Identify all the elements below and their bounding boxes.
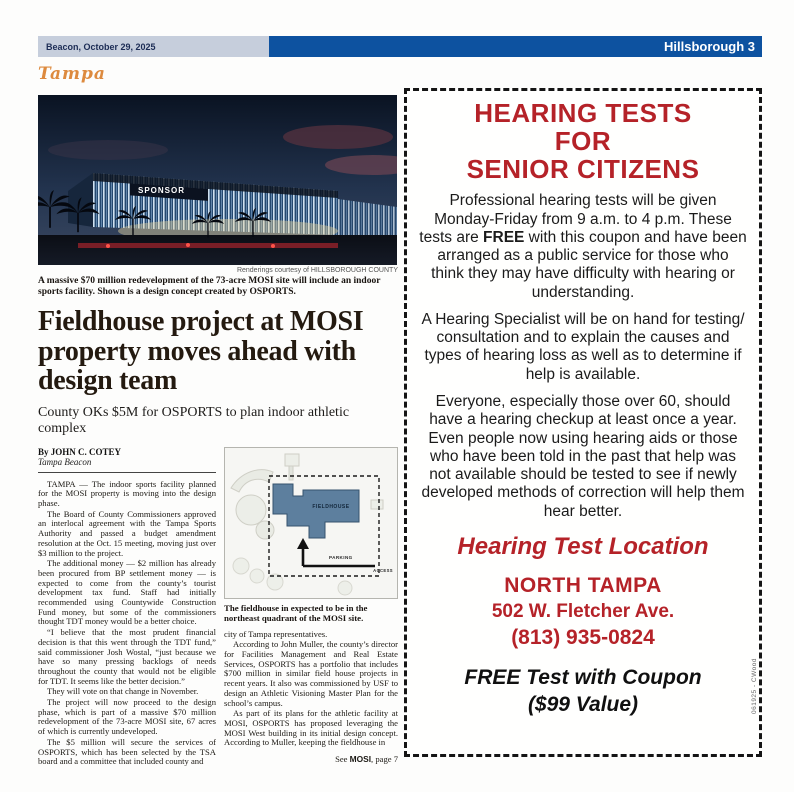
article-photo (38, 95, 397, 265)
map-parking-label: PARKING (329, 554, 353, 560)
hearing-test-coupon-ad (404, 88, 762, 757)
jump-line (224, 754, 398, 764)
masthead-bar (38, 36, 762, 57)
ad-location-phone: (813) 935-0824 (511, 626, 655, 650)
car-taillight-streak (78, 243, 338, 248)
body-paragraph: The project will now proceed to the design phase, which is part of a massive $70 million redevelopment of the 73-acre MOSI site, 67 acres of which is currently undeveloped. (38, 697, 216, 737)
ad-paragraph-2: A Hearing Specialist will be on hand for testing/ consultation and to explain the causes and types of hearing loss as well as to determine if help is available. (421, 310, 745, 383)
ad-free-word: FREE (483, 228, 525, 246)
body-paragraph: According to John Muller, the county’s director for Facilities Management and Real Estate Services, OSPORTS has a portfolio that includes $700 million in similar field house projects in recent years. It also was commissioned by USF to design an Athletic Visioning Master Plan for the school’s campus. (224, 639, 398, 708)
cloud (48, 140, 168, 160)
byline-org: Tampa Beacon (38, 456, 92, 467)
building-rendering-image (38, 95, 397, 265)
site-plan-map (224, 447, 398, 599)
ad-title-line: SENIOR CITIZENS (466, 154, 700, 185)
existing-building-outline (236, 495, 266, 525)
jump-suffix: , page 7 (371, 754, 398, 765)
existing-building-outline (371, 500, 383, 509)
body-paragraph: “I believe that the most prudent financial decision is that this went through the TDT fund,” said commissioner Josh Wostal, “just because we have so many pressing backlogs of needs throughout the county that would not be eligible for TDT. It seems like the better decision.” (38, 627, 216, 686)
existing-building-outline (285, 454, 299, 466)
body-paragraph: The Board of County Commissioners approved an interlocal agreement with the Tampa Sports Authority and passed a budget amendment resolution at the Oct. 15 meeting, moving just over $3 million to the project. (38, 508, 216, 558)
jump-word: MOSI (349, 754, 372, 765)
article-headline: Fieldhouse project at MOSI property moves ahead with design team (38, 306, 364, 397)
ad-side-code: 061925 - CWood (751, 657, 758, 714)
body-paragraph: The additional money — $2 million has already been procured from BP settlement money — is expected to come from the county’s tourist development tax fund. Staff had initially recommended using Countywide Construction Fund money, but some of the commissioners thought TDT money would be a better choice. (38, 558, 216, 627)
tree-outline (250, 569, 264, 583)
ad-title-line: FOR (554, 126, 612, 157)
photo-caption: A massive $70 million redevelopment of the 73-acre MOSI site will include an indoor sports facility. Shown is a design concept created by OSPORTS. (38, 276, 381, 298)
sponsor-sign-text: SPONSOR (138, 186, 186, 195)
ad-paragraph-1 (419, 192, 747, 302)
taillight (271, 244, 275, 248)
jump-prefix: See (335, 754, 350, 765)
ad-title-line: HEARING TESTS (474, 98, 692, 128)
ad-free-offer (419, 664, 747, 719)
byline: By JOHN C. COTEY (38, 446, 122, 457)
article-columns (38, 447, 398, 768)
body-paragraph: The $5 million will secure the services of OSPORTS, which has been selected by the TSA board and a committee that included county and (38, 736, 216, 767)
path-outline (289, 466, 293, 480)
article-mosi-fieldhouse (38, 95, 398, 768)
article-column-2 (224, 447, 398, 768)
body-paragraph: They will vote on that change in November. (47, 686, 199, 697)
tree-outline (233, 558, 249, 574)
taillight (106, 244, 110, 248)
ad-paragraph-1-text: Professional hearing tests will be given Monday-Friday from 9 a.m. to 4 p.m. These tests are (419, 192, 732, 246)
body-paragraph: TAMPA — The indoor sports facility planned for the MOSI property is moving into the design phase. (38, 478, 216, 508)
map-access-label: ACCESS (373, 567, 393, 573)
ad-location-name: NORTH TAMPA (504, 574, 662, 598)
body-paragraph: As part of its plans for the athletic facility at MOSI, OSPORTS has proposed leveraging the MOSI West building in its initial design concept. According to Muller, keeping the fieldhouse in (224, 708, 398, 748)
masthead-section-page: Hillsborough 3 (269, 36, 762, 57)
map-caption: The fieldhouse in expected to be in the northeast quadrant of the MOSI site. (224, 602, 368, 624)
site-plan-svg (225, 448, 397, 598)
section-label-tampa: Tampa (38, 64, 106, 84)
ad-free-line-2: ($99 Value) (527, 693, 639, 717)
body-paragraph: city of Tampa representatives. (224, 628, 328, 639)
tree-outline (338, 581, 352, 595)
ad-paragraph-1-text: with this coupon and have been arranged as a public service for those who think they may have difficulty with hearing or understanding. (431, 228, 747, 301)
cloud (283, 125, 393, 149)
ad-title (419, 99, 747, 183)
taillight (186, 243, 190, 247)
existing-building-outline (256, 521, 274, 539)
map-fieldhouse-label: FIELDHOUSE (312, 503, 350, 510)
ad-location-heading: Hearing Test Location (457, 533, 709, 561)
ad-free-line-1: FREE Test with Coupon (464, 666, 702, 690)
masthead-date: Beacon, October 29, 2025 (38, 36, 269, 57)
ad-paragraph-3: Everyone, especially those over 60, should have a hearing checkup at least once a year. Even people now using hearing aids or those who have been told in the past that help was not available should be tested to see if newly developed methods of correction will help them hear better. (421, 393, 745, 520)
foreground (38, 235, 397, 265)
article-subhead: County OKs $5M for OSPORTS to plan indoor athletic complex (38, 404, 350, 436)
photo-credit: Renderings courtesy of HILLSBOROUGH COUNTY (236, 267, 398, 274)
ad-location-address: 502 W. Fletcher Ave. (491, 601, 675, 623)
byline-rule (38, 472, 216, 473)
article-column-1 (38, 447, 216, 768)
